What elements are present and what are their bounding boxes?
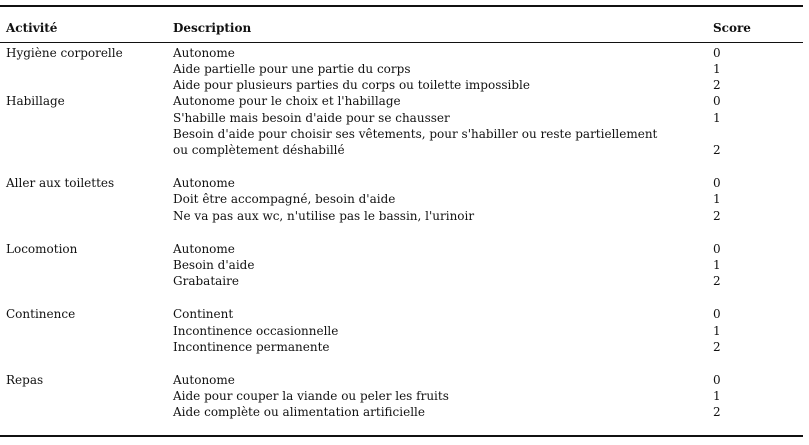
description-text: Ne va pas aux wc, n'utilise pas le bassin, l'urinoir	[173, 209, 475, 223]
score-value: 2	[713, 78, 721, 92]
description-continuation: ou complètement déshabillé	[173, 143, 345, 157]
description-text: Autonome	[173, 46, 235, 60]
score-value: 0	[713, 46, 721, 60]
description-text: Incontinence permanente	[173, 340, 330, 354]
description-text: Besoin d'aide pour choisir ses vêtements, pour s'habiller ou reste partiellement	[173, 127, 658, 141]
activity-label: Aller aux toilettes	[6, 176, 115, 190]
score-value: 2	[713, 143, 721, 157]
score-value: 0	[713, 176, 721, 190]
score-value: 1	[713, 389, 721, 403]
table-bottom-rule	[0, 435, 803, 437]
activity-label: Habillage	[6, 94, 65, 108]
description-text: Incontinence occasionnelle	[173, 324, 339, 338]
description-text: Aide partielle pour une partie du corps	[173, 62, 411, 76]
description-text: Aide complète ou alimentation artificielle	[173, 405, 425, 419]
description-text: Besoin d'aide	[173, 258, 255, 272]
header-score: Score	[713, 21, 751, 35]
score-value: 1	[713, 192, 721, 206]
score-value: 2	[713, 405, 721, 419]
description-text: Doit être accompagné, besoin d'aide	[173, 192, 396, 206]
description-text: Aide pour plusieurs parties du corps ou toilette impossible	[173, 78, 530, 92]
score-value: 0	[713, 94, 721, 108]
activity-label: Repas	[6, 373, 44, 387]
description-text: Continent	[173, 307, 234, 321]
score-value: 1	[713, 111, 721, 125]
description-text: Autonome pour le choix et l'habillage	[173, 94, 401, 108]
score-value: 2	[713, 274, 721, 288]
score-value: 1	[713, 62, 721, 76]
description-text: Grabataire	[173, 274, 239, 288]
description-text: Aide pour couper la viande ou peler les fruits	[173, 389, 449, 403]
activity-label: Continence	[6, 307, 76, 321]
score-value: 0	[713, 242, 721, 256]
score-value: 2	[713, 340, 721, 354]
description-text: Autonome	[173, 242, 235, 256]
activity-label: Hygiène corporelle	[6, 46, 123, 60]
header-activity: Activité	[6, 21, 58, 35]
description-text: S'habille mais besoin d'aide pour se chausser	[173, 111, 450, 125]
header-description: Description	[173, 21, 252, 35]
score-value: 0	[713, 307, 721, 321]
description-text: Autonome	[173, 373, 235, 387]
table-top-rule	[0, 5, 803, 7]
description-text: Autonome	[173, 176, 235, 190]
score-value: 1	[713, 258, 721, 272]
score-value: 0	[713, 373, 721, 387]
score-value: 1	[713, 324, 721, 338]
activity-label: Locomotion	[6, 242, 78, 256]
score-value: 2	[713, 209, 721, 223]
table-header-rule	[0, 42, 803, 43]
